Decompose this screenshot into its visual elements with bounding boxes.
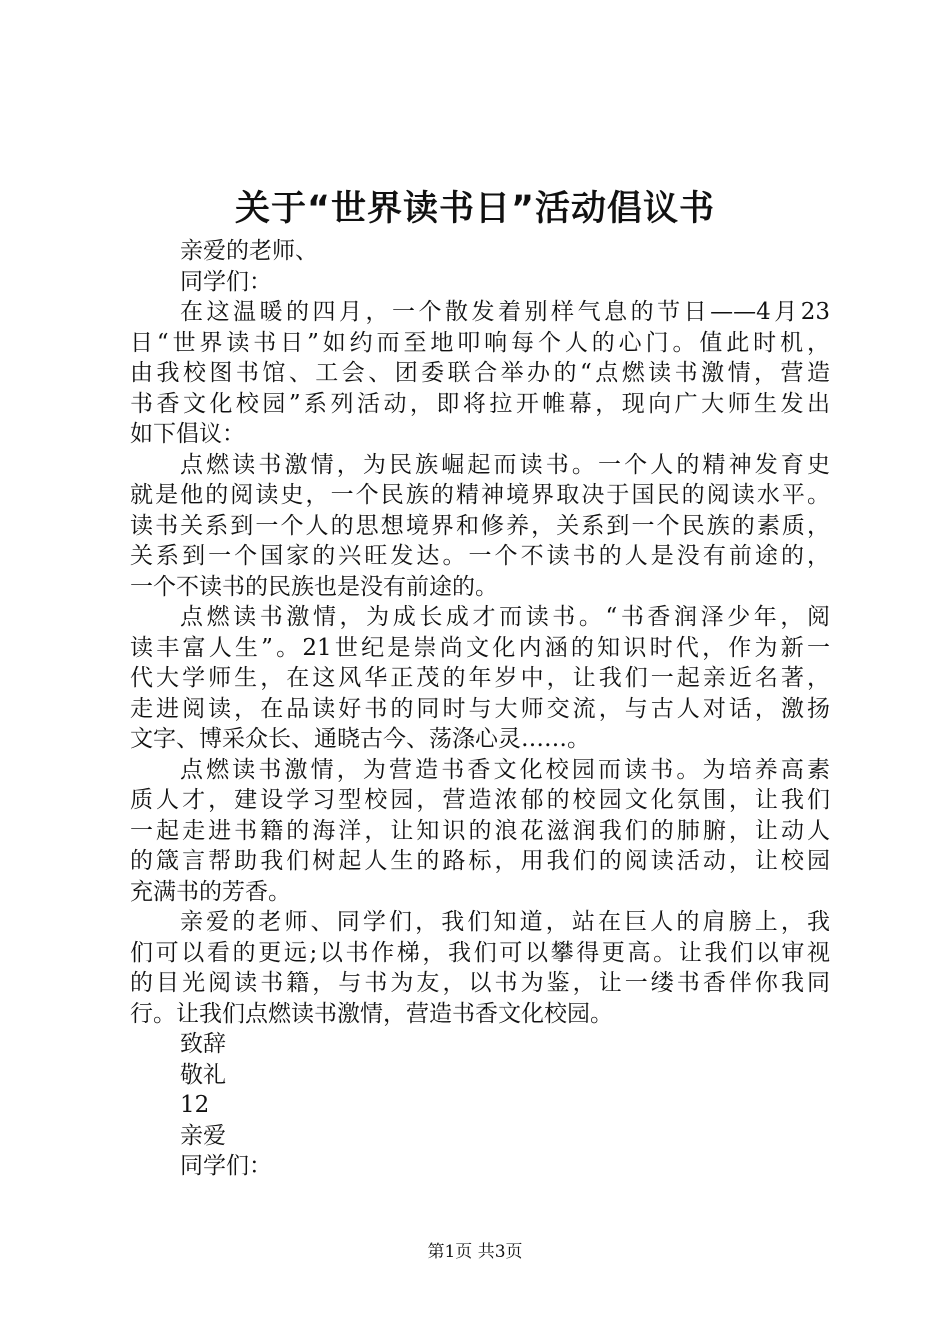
text-line: 由我校图书馆、工会、团委联合举办的“点燃读书激情，营造 [130,360,830,386]
text-line: 走进阅读，在品读好书的同时与大师交流，与古人对话，激扬 [130,695,830,722]
text-line: 充满书的芳香。 [130,878,291,905]
text-line: 亲爱的老师、 [180,238,318,264]
text-line: 文字、博采众长、通晓古今、荡涤心灵……。 [130,726,590,752]
page-footer: 第1页 共3页 [427,1242,523,1262]
text-line: 同学们： [180,268,272,295]
text-line: 点燃读书激情，为营造书香文化校园而读书。为培养高素 [180,756,830,783]
text-line: 的目光阅读书籍，与书为友，以书为鉴，让一缕书香伴你我同 [130,970,830,996]
text-line: 亲爱的老师、同学们，我们知道，站在巨人的肩膀上，我 [180,909,830,935]
text-line: 代大学师生，在这风华正茂的年岁中，让我们一起亲近名著， [130,665,830,691]
text-line: 如下倡议： [130,421,245,447]
text-line: 就是他的阅读史，一个民族的精神境界取决于国民的阅读水平。 [130,482,830,508]
text-line: 们可以看的更远;以书作梯，我们可以攀得更高。让我们以审视 [130,939,830,966]
text-line: 点燃读书激情，为成长成才而读书。“书香润泽少年，阅 [180,604,830,630]
text-line: 一个不读书的民族也是没有前途的。 [130,573,498,600]
text-line: 书香文化校园”系列活动，即将拉开帷幕，现向广大师生发出 [130,390,830,417]
text-line: 敬礼 [180,1061,226,1088]
text-line: 关系到一个国家的兴旺发达。一个不读书的人是没有前途的， [130,543,830,569]
text-line: 质人才，建设学习型校园，营造浓郁的校园文化氛围，让我们 [130,787,830,813]
text-line: 点燃读书激情，为民族崛起而读书。一个人的精神发育史 [180,451,830,478]
text-line: 12 [180,1092,210,1118]
text-line: 同学们： [180,1153,272,1179]
text-line: 亲爱 [180,1122,226,1149]
text-line: 读丰富人生”。21世纪是崇尚文化内涵的知识时代，作为新一 [130,634,830,661]
text-line: 日“世界读书日”如约而至地叩响每个人的心门。值此时机， [130,329,830,356]
text-line: 致辞 [180,1031,226,1057]
text-line: 在这温暖的四月，一个散发着别样气息的节日——4月23 [180,299,830,325]
text-line: 行。让我们点燃读书激情，营造书香文化校园。 [130,1000,613,1027]
document-body [130,236,830,1182]
document-title: 关于“世界读书日”活动倡议书 [234,189,715,229]
text-line: 的箴言帮助我们树起人生的路标，用我们的阅读活动，让校园 [130,848,830,874]
text-line: 读书关系到一个人的思想境界和修养，关系到一个民族的素质， [130,512,830,539]
text-line: 一起走进书籍的海洋，让知识的浪花滋润我们的肺腑，让动人 [130,817,830,844]
